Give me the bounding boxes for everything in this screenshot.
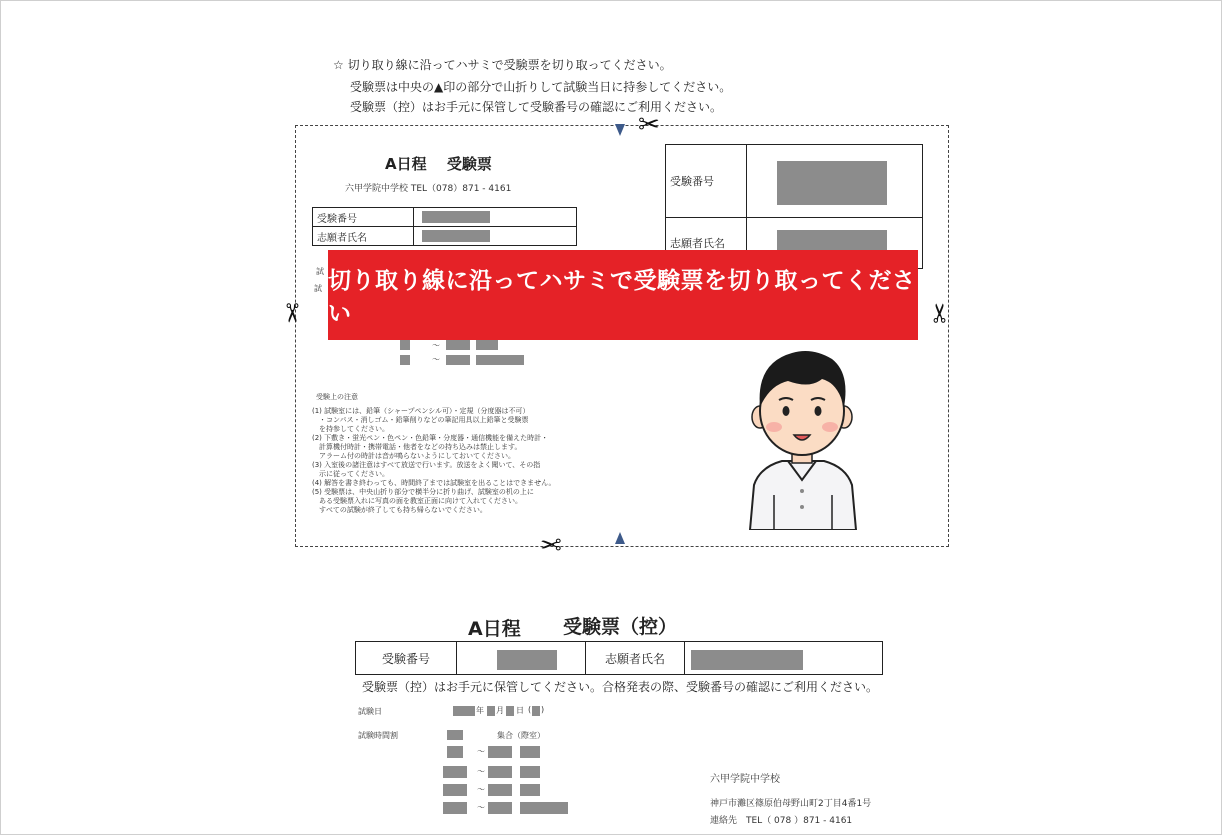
scissors-icon: ✂	[638, 110, 660, 140]
stub-gathering-label: 集合（際室）	[497, 731, 545, 740]
stub-exam-date-label: 試験日	[358, 707, 382, 716]
schedule-tilde: ～	[477, 785, 485, 794]
instruction-line-3: 受験票（控）はお手元に保管して受験番号の確認にご利用ください。	[350, 100, 723, 114]
instruction-line-1: ☆ 切り取り線に沿ってハサミで受験票を切り取ってください。	[333, 58, 672, 72]
fold-triangle-bottom-icon	[615, 532, 625, 544]
schedule-redact	[443, 784, 467, 796]
note-line: 計算機付時計・携帯電話・他者をなどの持ち込みは禁止します。	[312, 443, 522, 451]
stub-note: 受験票（控）はお手元に保管してください。合格発表の際、受験番号の確認にご利用ください。	[362, 680, 879, 694]
date-paren-open: (	[528, 705, 532, 714]
scissors-icon-left: ✂	[275, 302, 306, 324]
schedule-partial: 試	[314, 284, 322, 293]
notes-list	[312, 407, 632, 515]
scissors-icon-bottom: ✂	[540, 531, 562, 561]
exam-number-value	[414, 208, 577, 227]
date-redact	[506, 706, 514, 716]
date-redact	[453, 706, 475, 716]
cut-instruction-banner: 切り取り線に沿ってハサミで受験票を切り取ってください	[328, 250, 918, 340]
date-paren-close: )	[541, 705, 545, 714]
note-line: (5) 受験票は、中央山折り部分で横半分に折り曲げ、試験室の机の上に	[312, 488, 534, 496]
schedule-tilde: ～	[477, 803, 485, 812]
exam-number-label: 受験番号	[313, 208, 414, 227]
stub-applicant-name-value	[685, 642, 883, 675]
time-redact	[446, 355, 470, 365]
stub-exam-number-value	[457, 642, 586, 675]
schedule-redact	[443, 802, 467, 814]
note-line: アラーム付の時計は音が鳴らないようにしておいてください。	[312, 452, 515, 460]
fold-triangle-top-icon	[615, 124, 625, 136]
schedule-redact	[443, 766, 467, 778]
time-redact	[476, 355, 524, 365]
stub-exam-number-label: 受験番号	[356, 642, 457, 675]
date-redact	[532, 706, 540, 716]
note-line: (1) 試験室には、鉛筆（シャープペンシル可）・定規（分度器は不可）	[312, 407, 530, 415]
applicant-name-label: 志願者氏名	[313, 227, 414, 246]
right-applicant-name-label: 志願者氏名	[666, 218, 747, 269]
ticket-info-table	[312, 207, 577, 246]
note-line: ・コンパス・消しゴム・鉛筆削りなどの筆記用具以上鉛筆と受験票	[312, 416, 529, 424]
stub-title: A日程	[468, 618, 521, 640]
stub-school-name: 六甲学院中学校	[710, 774, 780, 785]
schedule-tilde: ～	[477, 767, 485, 776]
schedule-redact	[520, 802, 568, 814]
time-redact	[400, 355, 410, 365]
stub-applicant-name-label: 志願者氏名	[586, 642, 685, 675]
stub-contact: 連絡先 TEL（ 078 ）871 - 4161	[710, 816, 853, 826]
applicant-photo-illustration	[740, 345, 865, 530]
note-line: (2) 下敷き・蛍光ペン・色ペン・色鉛筆・分度器・通信機能を備えた時計・	[312, 434, 549, 442]
stub-address: 神戸市灘区篠原伯母野山町2丁目4番1号	[710, 799, 872, 809]
schedule-redact	[447, 746, 463, 758]
ticket-school-tel: 六甲学院中学校 TEL（078）871 - 4161	[345, 184, 512, 194]
date-year: 年	[476, 706, 484, 715]
right-exam-number-label: 受験番号	[666, 145, 747, 218]
instruction-line-2: 受験票は中央の▲印の部分で山折りして試験当日に持参してください。	[350, 80, 732, 94]
time-redact	[476, 340, 498, 350]
date-month: 月	[496, 706, 504, 715]
schedule-redact	[488, 766, 512, 778]
exam-date-partial: 試	[316, 267, 324, 276]
schedule-redact	[488, 802, 512, 814]
note-line: (4) 解答を書き終わっても、時間終了までは試験室を出ることはできません。	[312, 479, 556, 487]
stub-subtitle: 受験票（控）	[563, 616, 678, 638]
scissors-icon-right: ✂	[925, 302, 956, 324]
stub-info-table	[355, 641, 883, 675]
time-tilde: ～	[432, 341, 440, 350]
schedule-redact	[447, 730, 463, 740]
time-redact	[400, 340, 410, 350]
note-line: 示に従ってください。	[312, 470, 389, 478]
schedule-redact	[520, 746, 540, 758]
applicant-name-value	[414, 227, 577, 246]
notes-title: 受験上の注意	[316, 393, 358, 401]
schedule-redact	[520, 766, 540, 778]
note-line: を持参してください。	[312, 425, 389, 433]
schedule-redact	[520, 784, 540, 796]
stub-schedule-label: 試験時間割	[358, 731, 398, 740]
ticket-title: A日程 受験票	[385, 155, 492, 173]
schedule-redact	[488, 746, 512, 758]
note-line: (3) 入室後の諸注意はすべて放送で行います。放送をよく聞いて、その指	[312, 461, 541, 469]
schedule-tilde: ～	[477, 747, 485, 756]
schedule-redact	[488, 784, 512, 796]
time-tilde: ～	[432, 355, 440, 364]
note-line: ある受験票入れに写真の面を教室正面に向けて入れてください。	[312, 497, 522, 505]
date-day: 日	[516, 706, 524, 715]
date-redact	[487, 706, 495, 716]
note-line: すべての試験が終了しても持ち帰らないでください。	[312, 506, 487, 514]
right-exam-number-value	[747, 145, 923, 218]
time-redact	[446, 340, 470, 350]
